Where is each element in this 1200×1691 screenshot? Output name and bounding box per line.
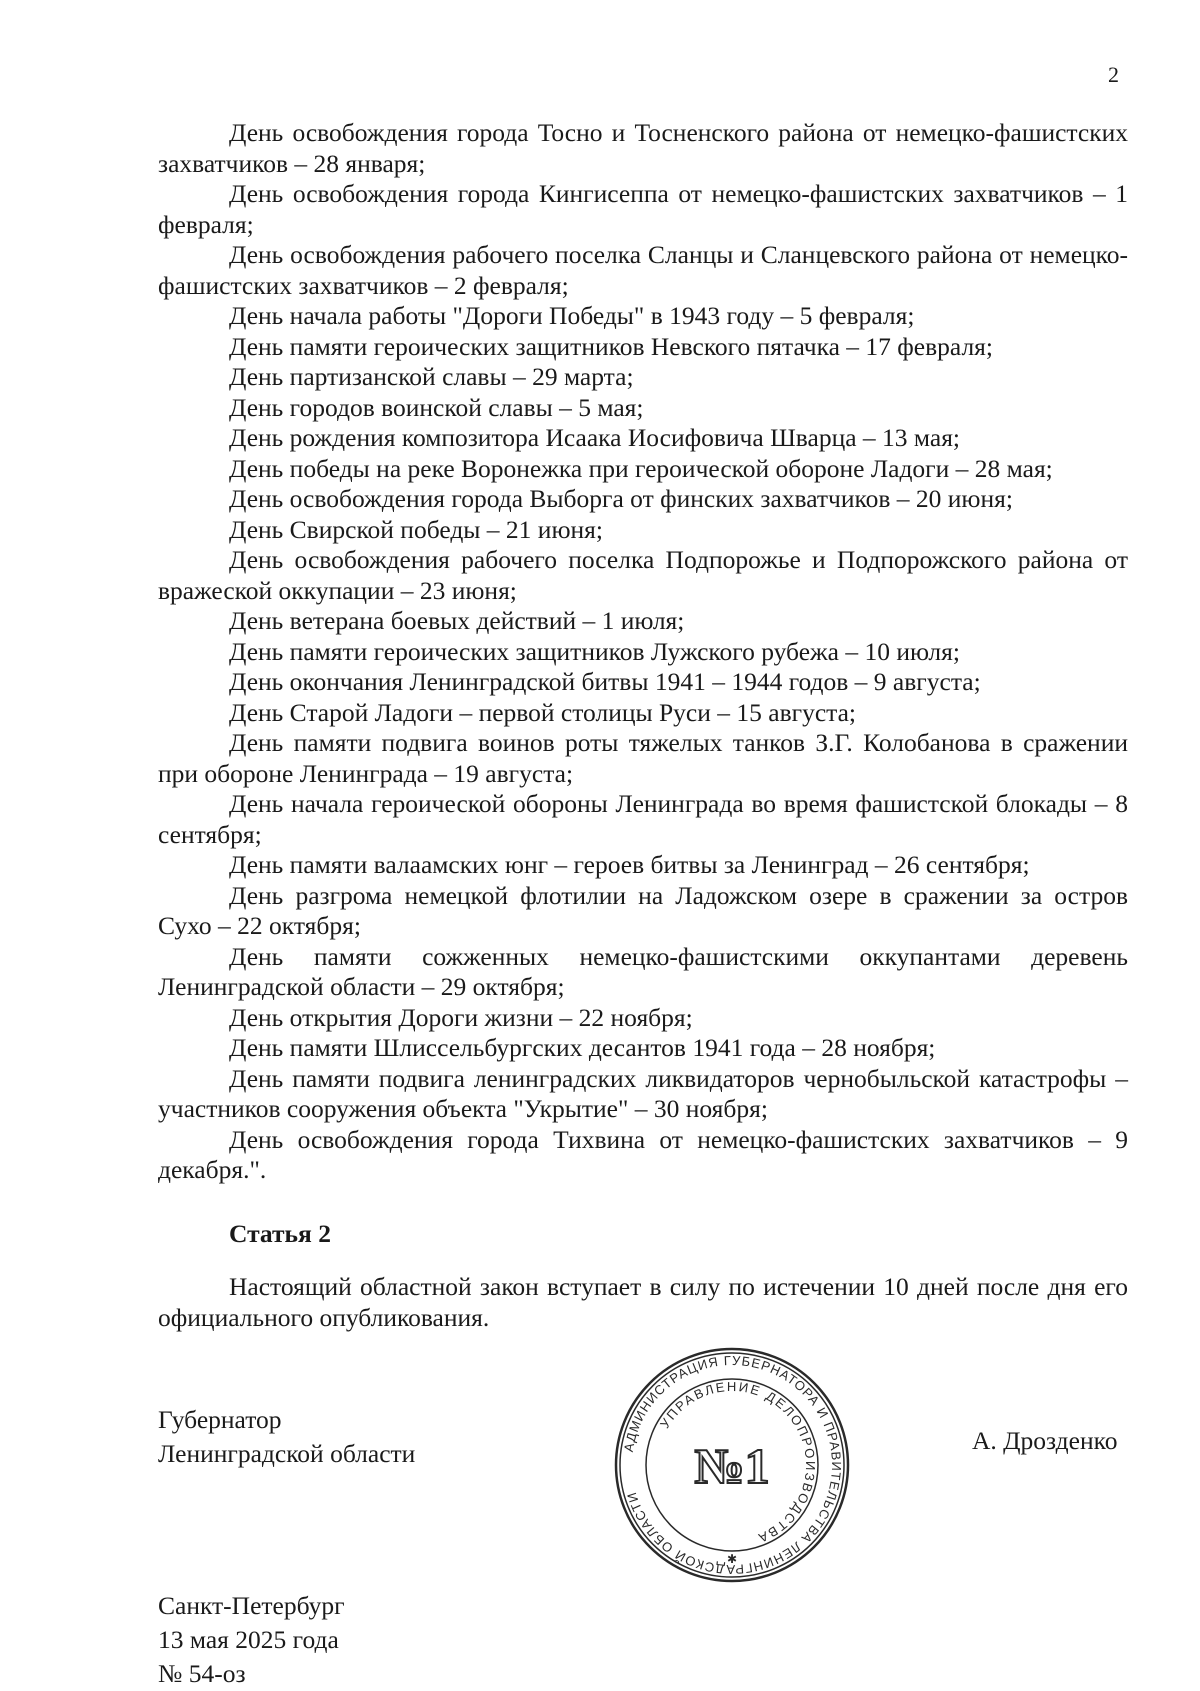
list-item: День начала героической обороны Ленинграда во время фашистской блокады – 8 сентября; [158, 789, 1128, 849]
seal-outer-text: АДМИНИСТРАЦИЯ ГУБЕРНАТОРА И ПРАВИТЕЛЬСТВА ЛЕНИНГРАДСКОЙ ОБЛАСТИ [620, 1352, 845, 1578]
seal-inner-text: УПРАВЛЕНИЕ ДЕЛОПРОИЗВОДСТВА [656, 1378, 819, 1547]
signatory-name: А. Дрозденко [972, 1426, 1118, 1455]
list-item: День освобождения города Тихвина от немецко-фашистских захватчиков – 9 декабря.". [158, 1124, 1128, 1184]
seal-center-number: №1 [694, 1438, 770, 1494]
list-item: День освобождения рабочего поселка Сланцы и Сланцевского района от немецко-фашистских захватчиков – 2 февраля; [158, 240, 1128, 300]
list-item: День освобождения города Тосно и Тосненского района от немецко-фашистских захватчиков – 28 января; [158, 118, 1128, 178]
list-item: День окончания Ленинградской битвы 1941 – 1944 годов – 9 августа; [229, 667, 981, 696]
place-date-block [158, 1589, 345, 1691]
list-item: День Старой Ладоги – первой столицы Руси – 15 августа; [229, 697, 857, 727]
list-item: День партизанской славы – 29 марта; [229, 362, 634, 391]
list-item: День памяти героических защитников Лужского рубежа – 10 июля; [229, 636, 960, 666]
article-title: Статья 2 [229, 1219, 331, 1248]
list-item: День начала работы "Дороги Победы" в 1943 году – 5 февраля; [229, 301, 915, 330]
list-item: День памяти героических защитников Невского пятачка – 17 февраля; [229, 331, 993, 361]
list-item: День освобождения города Кингисеппа от немецко-фашистских захватчиков – 1 февраля; [158, 179, 1128, 239]
city: Санкт-Петербург [158, 1591, 345, 1620]
date: 13 мая 2025 года [158, 1625, 339, 1654]
signatory-title: Губернатор [158, 1405, 282, 1434]
list-item: День разгрома немецкой флотилии на Ладожском озере в сражении за остров Сухо – 22 октября; [158, 880, 1128, 940]
article-text: Настоящий областной закон вступает в силу по истечении 10 дней после дня его официального опубликования. [158, 1272, 1128, 1332]
list-item: День памяти валаамских юнг – героев битвы за Ленинград – 26 сентября; [229, 850, 1030, 879]
list-item: День освобождения рабочего поселка Подпорожье и Подпорожского района от вражеской оккупации – 23 июня; [158, 545, 1128, 605]
list-item: День памяти подвига ленинградских ликвидаторов чернобыльской катастрофы – участников сооружения объекта "Укрытие" – 30 ноября; [158, 1063, 1128, 1123]
holidays-list [158, 118, 1128, 1186]
list-item: День победы на реке Воронежка при героической обороне Ладоги – 28 мая; [229, 453, 1053, 483]
signatory-position [158, 1403, 415, 1471]
page-number: 2 [1108, 62, 1119, 87]
seal-star-icon: ✱ [726, 1552, 738, 1566]
list-item: День памяти Шлиссельбургских десантов 1941 года – 28 ноября; [229, 1033, 936, 1062]
list-item: День городов воинской славы – 5 мая; [229, 392, 644, 422]
official-seal [612, 1345, 852, 1585]
list-item: День ветерана боевых действий – 1 июля; [229, 606, 685, 635]
signatory-region: Ленинградской области [158, 1439, 416, 1468]
list-item: День открытия Дороги жизни – 22 ноября; [229, 1002, 693, 1032]
list-item: День рождения композитора Исаака Иосифовича Шварца – 13 мая; [229, 423, 961, 452]
list-item: День памяти подвига воинов роты тяжелых танков З.Г. Колобанова в сражении при обороне Ленинграда – 19 августа; [158, 728, 1128, 788]
law-number: № 54-оз [158, 1659, 246, 1688]
list-item: День памяти сожженных немецко-фашистскими оккупантами деревень Ленинградской области – 29 октября; [158, 941, 1128, 1001]
list-item: День Свирской победы – 21 июня; [229, 514, 603, 544]
list-item: День освобождения города Выборга от финских захватчиков – 20 июня; [229, 484, 1013, 513]
